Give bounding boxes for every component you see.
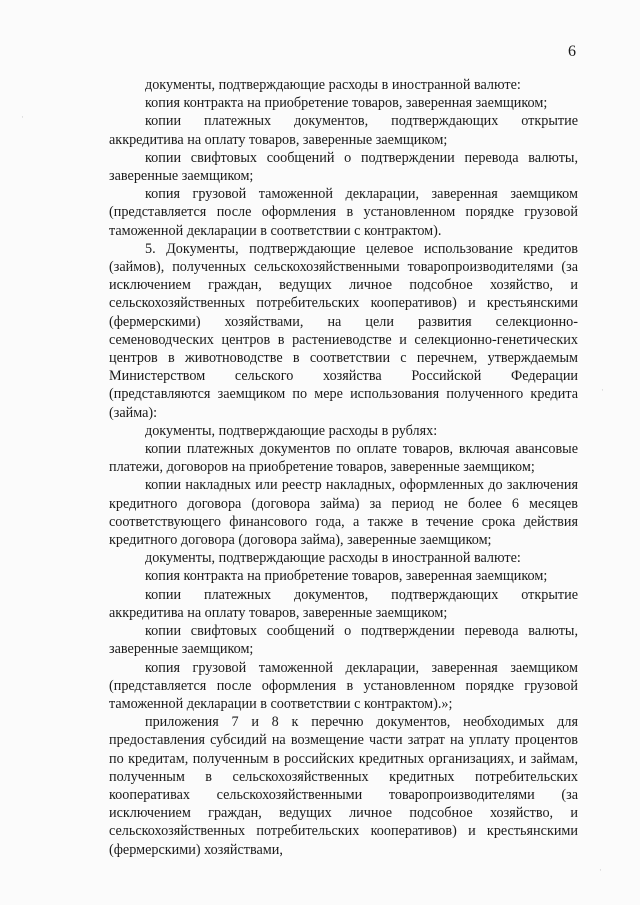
paragraph: копии платежных документов по оплате товаров, включая авансовые платежи, договоров на приобретение товаров, заверенные заемщиком;	[109, 441, 578, 476]
paragraph: копии платежных документов, подтверждающих открытие аккредитива на оплату товаров, заверенные заемщиком;	[109, 113, 578, 148]
paragraph: документы, подтверждающие расходы в иностранной валюте:	[145, 77, 521, 93]
paragraph: копия грузовой таможенной декларации, заверенная заемщиком (представляется после оформления в установленном порядке грузовой таможенной декларации в соответствии с контрактом).	[109, 186, 578, 239]
paragraph: копия контракта на приобретение товаров, заверенная заемщиком;	[145, 568, 548, 585]
paragraph: копия грузовой таможенной декларации, заверенная заемщиком (представляется после оформления в установленном порядке грузовой таможенной декларации в соответствии с контрактом).»;	[109, 659, 578, 712]
paragraph-section-5: 5. Документы, подтверждающие целевое использование кредитов (займов), полученных сельскохозяйственными товаропроизводителями (за исключением граждан, ведущих личное подсобное хозяйство, и сельскохозяйственных потребительских кооперативов) и крестьянскими (фермерскими) хозяйствами, на цели развития селекционно-семеноводческих центров в растениеводстве и селекционно-генетических центров в животноводстве в соответствии с перечнем, утверждаемым Министерством сельского хозяйства Российской Федерации (представляются заемщиком по мере использования полученного кредита (займа):	[109, 240, 578, 421]
paragraph: копии свифтовых сообщений о подтверждении перевода валюты, заверенные заемщиком;	[109, 623, 578, 658]
scan-speck: ·	[599, 865, 602, 875]
document-body	[109, 76, 578, 859]
paragraph: копия контракта на приобретение товаров, заверенная заемщиком;	[145, 95, 548, 112]
paragraph-appendix: приложения 7 и 8 к перечню документов, необходимых для предоставления субсидий на возмещение части затрат на уплату процентов по кредитам, полученным в российских кредитных организациях, и займам, полученным в сельскохозяйственных кредитных потребительских кооперативах сельскохозяйственными товаропроизводителями (за исключением граждан, ведущих личное подсобное хозяйство, и сельскохозяйственных потребительских кооперативов) и крестьянскими (фермерскими) хозяйствами,	[109, 714, 578, 858]
scan-speck: ·	[601, 385, 604, 395]
scan-speck: ·	[21, 112, 24, 122]
paragraph: копии свифтовых сообщений о подтверждении перевода валюты, заверенные заемщиком;	[109, 149, 578, 185]
paragraph: документы, подтверждающие расходы в иностранной валюте:	[145, 550, 521, 567]
paragraph: копии накладных или реестр накладных, оформленных до заключения кредитного договора (договора займа) за период не более 6 месяцев соответствующего финансового года, а также в течение срока действия кредитного договора (договора займа), заверенные заемщиком;	[109, 477, 578, 549]
paragraph: документы, подтверждающие расходы в рублях:	[145, 422, 438, 439]
page-number: 6	[568, 43, 576, 60]
paragraph: копии платежных документов, подтверждающих открытие аккредитива на оплату товаров, заверенные заемщиком;	[109, 586, 578, 621]
